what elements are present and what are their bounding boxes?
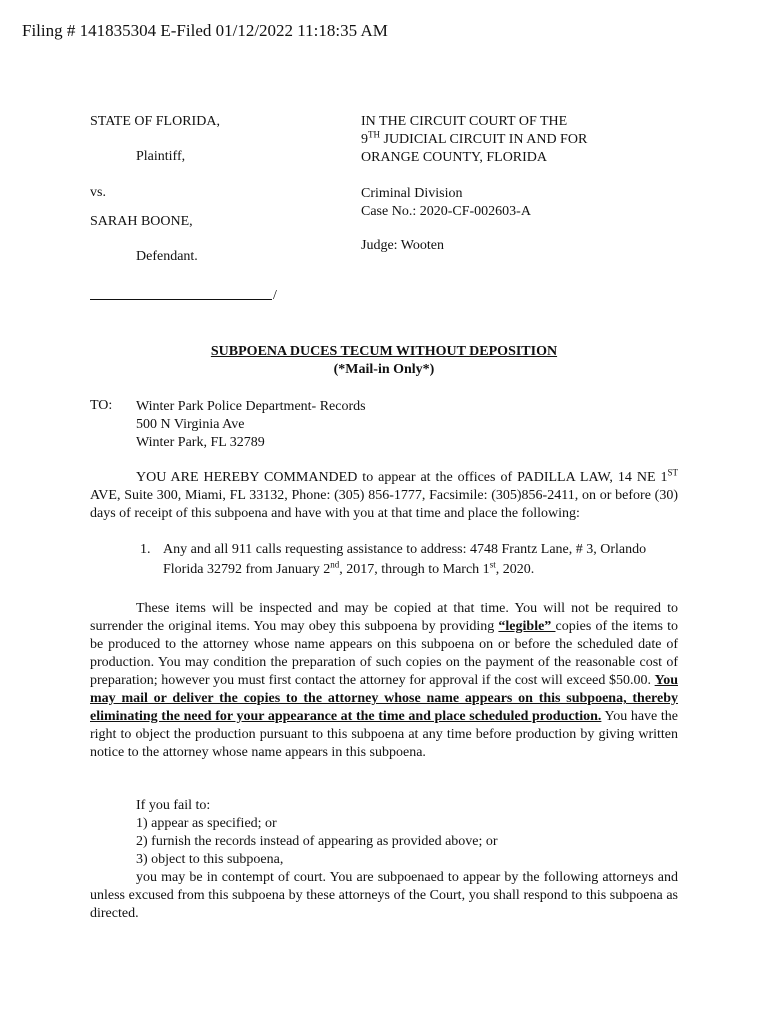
inspection-paragraph: These items will be inspected and may be copied at that time. You will not be required to surrender the original items. You may obey this subpoena by providing “legible” copies of the items to be produced to the attorney whose name appears on this subpoena on or before the scheduled date of production. You may condition the preparation of such copies on the payment of the reasonable cost of preparation; however you must first contact the attorney for approval if the cost will exceed $50.00. You may mail or deliver the copies to the attorney whose name appears on this subpoena, thereby eliminating the need for your appearance at the time and place scheduled production. You have the right to object the production pursuant to this subpoena at any time before production by giving written notice to the attorney whose name appears in this subpoena.: [90, 601, 678, 760]
failure-list: [136, 797, 498, 869]
item-number: 1.: [140, 542, 151, 557]
case-number: Case No.: 2020-CF-002603-A: [361, 204, 531, 219]
legible-emphasis: “legible”: [498, 619, 556, 634]
recipient-street: 500 N Virginia Ave: [136, 417, 245, 432]
plaintiff-name: STATE OF FLORIDA,: [90, 114, 220, 129]
defendant-name: SARAH BOONE,: [90, 214, 193, 229]
defendant-role: Defendant.: [136, 249, 198, 264]
filing-stamp: Filing # 141835304 E-Filed 01/12/2022 11:18:35 AM: [22, 21, 388, 40]
recipient-city: Winter Park, FL 32789: [136, 435, 265, 450]
failure-option: 1) appear as specified; or: [136, 816, 277, 831]
failure-intro: If you fail to:: [136, 798, 211, 813]
to-label: TO:: [90, 398, 113, 413]
failure-option: 2) furnish the records instead of appearing as provided above; or: [136, 834, 498, 849]
mail-instructions: You may mail or deliver the copies to the attorney whose name appears on this subpoena, thereby eliminating the need for your appearance at the time and place scheduled production.: [90, 673, 678, 724]
document-title: [0, 343, 768, 379]
judge: Judge: Wooten: [361, 238, 444, 253]
court-line-3: ORANGE COUNTY, FLORIDA: [361, 150, 548, 165]
caption-left: [90, 113, 220, 266]
court-line-1: IN THE CIRCUIT COURT OF THE: [361, 114, 568, 129]
plaintiff-role: Plaintiff,: [136, 149, 186, 164]
failure-option: 3) object to this subpoena,: [136, 852, 284, 867]
recipient-address: [136, 398, 366, 452]
versus-label: vs.: [90, 185, 106, 200]
title-sub: (*Mail-in Only*): [333, 362, 435, 377]
signature-line: [90, 287, 272, 300]
recipient-name: Winter Park Police Department- Records: [136, 399, 366, 414]
contempt-paragraph: you may be in contempt of court. You are subpoenaed to appear by the following attorneys and unless excused from this subpoena by these attorneys of the Court, you shall respond to this subpoena as directed.: [90, 870, 678, 921]
item-text: Any and all 911 calls requesting assistance to address: 4748 Frantz Lane, # 3, Orlando Florida 32792 from January 2nd, 2017, through to March 1st, 2020.: [163, 542, 647, 577]
title-main: SUBPOENA DUCES TECUM WITHOUT DEPOSITION: [210, 344, 558, 359]
division: Criminal Division: [361, 186, 463, 201]
caption-right: [361, 113, 587, 255]
signature-slash: /: [273, 288, 277, 303]
court-line-2: 9TH JUDICIAL CIRCUIT IN AND FOR: [361, 129, 588, 147]
command-paragraph: YOU ARE HEREBY COMMANDED to appear at the offices of PADILLA LAW, 14 NE 1ST AVE, Suite 300, Miami, FL 33132, Phone: (305) 856-1777, Facsimile: (305)856-2411, on or before (30) days of receipt of this subpoena and have with you at that time and place the following:: [90, 467, 678, 521]
